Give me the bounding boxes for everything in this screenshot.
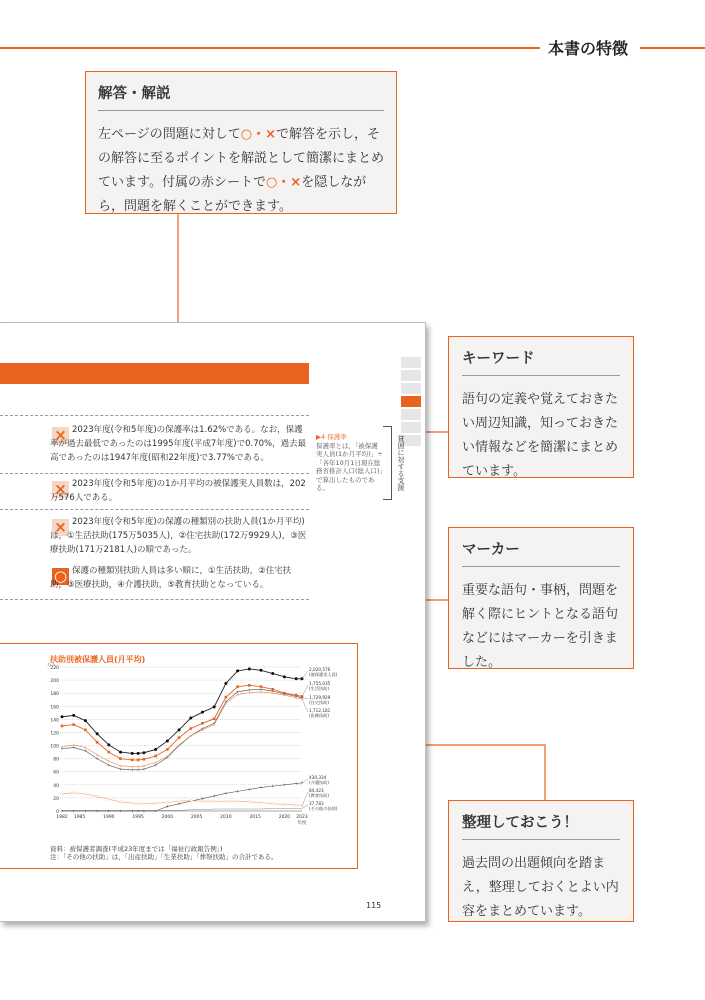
series-end-value: 2,020,576 bbox=[309, 667, 331, 672]
data-point bbox=[248, 788, 250, 790]
data-point bbox=[96, 741, 99, 744]
summary-callout-title: 整理しておこう！ bbox=[462, 811, 620, 840]
data-point bbox=[119, 757, 122, 760]
keyword-note-title: ▶4 保護率 bbox=[316, 433, 347, 441]
series-line bbox=[62, 669, 302, 753]
data-point bbox=[178, 736, 181, 739]
divider bbox=[0, 509, 309, 510]
series-name-label: (被保護実人員) bbox=[309, 672, 338, 677]
data-point bbox=[96, 795, 99, 798]
data-point bbox=[189, 717, 192, 720]
x-tick-label: 1982 bbox=[56, 815, 68, 820]
data-point bbox=[283, 784, 285, 786]
data-point bbox=[143, 758, 146, 761]
book-page bbox=[0, 322, 426, 922]
data-point bbox=[143, 768, 145, 770]
divider bbox=[0, 415, 309, 416]
data-point bbox=[154, 748, 157, 751]
series-end-value: 1,712,181 bbox=[309, 708, 331, 713]
data-point bbox=[119, 768, 121, 770]
answer-item: 2023年度(令和5年度)の1か月平均の被保護実人員数は，202万576人である。 bbox=[50, 479, 306, 503]
data-point bbox=[61, 748, 63, 750]
data-point bbox=[283, 675, 286, 678]
keyword-callout bbox=[448, 336, 634, 478]
end-label-leader bbox=[302, 698, 308, 699]
data-point bbox=[108, 751, 111, 754]
divider bbox=[0, 599, 309, 600]
x-axis-label: 年度 bbox=[297, 821, 307, 826]
data-point bbox=[260, 669, 263, 672]
end-label-leader bbox=[302, 671, 308, 679]
data-point bbox=[131, 752, 134, 755]
series-name-label: (住宅扶助) bbox=[309, 700, 330, 705]
keyword-bracket bbox=[383, 426, 392, 500]
x-tick-label: 2005 bbox=[190, 815, 203, 820]
data-point bbox=[166, 801, 169, 804]
data-point bbox=[260, 685, 263, 688]
chart-plot bbox=[40, 663, 360, 841]
data-point bbox=[301, 804, 304, 807]
data-point bbox=[236, 685, 239, 688]
data-point bbox=[201, 711, 204, 714]
answer-item: 保護の種類別扶助人員は多い順に，①生活扶助，②住宅扶助，③医療扶助，④介護扶助，⑤教育扶助となっている。 bbox=[50, 566, 292, 590]
data-point bbox=[119, 751, 122, 754]
data-point bbox=[61, 715, 64, 718]
side-label: 貧困に対する支援 bbox=[397, 435, 405, 491]
data-point bbox=[224, 800, 227, 803]
cross-mark: × bbox=[52, 519, 69, 536]
data-point bbox=[154, 802, 157, 805]
data-point bbox=[72, 723, 75, 726]
series-end-value: 430,334 bbox=[309, 775, 327, 780]
data-point bbox=[272, 785, 274, 787]
data-point bbox=[236, 669, 239, 672]
y-tick-label: 60 bbox=[53, 770, 59, 776]
data-point bbox=[271, 672, 274, 675]
data-point bbox=[295, 677, 298, 680]
answer-callout-text: 左ページの問題に対して○・×で解答を示し，その解答に至るポイントを解説として簡潔にまとめています。付属の赤シートで○・×を隠しながら，問題を解くことができます。 bbox=[98, 127, 385, 214]
circle-mark: ○ bbox=[53, 567, 68, 585]
series-line bbox=[62, 793, 302, 806]
x-tick-label: 1995 bbox=[132, 815, 144, 820]
data-point bbox=[84, 719, 87, 722]
cross-mark: × bbox=[52, 427, 69, 444]
data-point bbox=[260, 786, 262, 788]
marker-callout bbox=[448, 527, 634, 669]
data-point bbox=[142, 751, 145, 754]
data-point bbox=[236, 790, 238, 792]
data-point bbox=[224, 682, 227, 685]
data-point bbox=[166, 805, 168, 807]
data-point bbox=[189, 727, 192, 730]
x-tick-label: 1990 bbox=[103, 815, 115, 820]
y-tick-label: 40 bbox=[53, 783, 59, 789]
y-tick-label: 180 bbox=[50, 692, 59, 698]
data-point bbox=[178, 800, 181, 803]
y-tick-label: 80 bbox=[53, 757, 59, 763]
series-name-label: (医療扶助) bbox=[309, 713, 330, 718]
data-point bbox=[213, 705, 216, 708]
x-tick-label: 2000 bbox=[161, 815, 174, 820]
chart-title: 扶助別被保護人員(月平均) bbox=[50, 655, 146, 664]
chart-source bbox=[50, 845, 278, 861]
answer-callout bbox=[85, 71, 397, 214]
chart-source-text: 資料：被保護者調査(平成23年度までは「福祉行政報告例」) bbox=[50, 845, 223, 853]
y-tick-label: 20 bbox=[53, 796, 59, 802]
keyword-callout-title: キーワード bbox=[462, 347, 620, 376]
data-point bbox=[73, 746, 75, 748]
data-point bbox=[72, 791, 75, 794]
data-point bbox=[142, 802, 145, 805]
y-tick-label: 140 bbox=[50, 718, 59, 724]
data-point bbox=[119, 800, 122, 803]
data-point bbox=[96, 753, 99, 755]
data-point bbox=[213, 717, 216, 720]
x-tick-label: 2010 bbox=[220, 815, 232, 820]
y-axis-label: 万人 bbox=[47, 663, 56, 668]
data-point bbox=[248, 667, 251, 670]
series-name-label: (生活扶助) bbox=[309, 686, 330, 691]
data-point bbox=[271, 802, 274, 805]
data-point bbox=[260, 688, 262, 690]
page-number: 115 bbox=[366, 901, 382, 910]
data-point bbox=[166, 739, 169, 742]
series-end-value: 1,755,035 bbox=[309, 681, 331, 686]
data-point bbox=[260, 801, 263, 804]
data-point bbox=[248, 684, 251, 687]
series-end-value: 1,729,929 bbox=[309, 695, 331, 700]
marker-callout-text: 重要な語句・事柄，問題を解く際にヒントとなる語句などにはマーカーを引きました。 bbox=[462, 583, 619, 670]
divider bbox=[0, 473, 309, 474]
series-name-label: (介護扶助) bbox=[309, 780, 330, 785]
marker-callout-title: マーカー bbox=[462, 538, 620, 567]
data-point bbox=[301, 782, 303, 784]
data-point bbox=[166, 748, 169, 751]
section-band bbox=[0, 363, 309, 384]
data-point bbox=[131, 769, 133, 771]
series-line bbox=[62, 808, 302, 810]
data-point bbox=[137, 802, 140, 805]
data-point bbox=[72, 743, 75, 745]
y-tick-label: 100 bbox=[50, 744, 59, 750]
data-point bbox=[61, 792, 64, 795]
data-point bbox=[225, 696, 228, 699]
data-point bbox=[137, 752, 140, 755]
data-point bbox=[201, 722, 204, 725]
y-tick-label: 200 bbox=[50, 679, 59, 685]
data-point bbox=[72, 714, 75, 717]
data-point bbox=[84, 729, 87, 732]
end-label-leader bbox=[302, 792, 308, 806]
x-tick-label: 2020 bbox=[278, 815, 291, 820]
data-point bbox=[108, 760, 111, 762]
data-point bbox=[96, 732, 99, 735]
data-point bbox=[248, 800, 251, 803]
data-point bbox=[137, 759, 140, 762]
data-point bbox=[225, 792, 227, 794]
end-label-leader bbox=[302, 685, 308, 696]
data-point bbox=[295, 782, 297, 784]
keyword-note-text: 保護率とは，「被保護実人員(1か月平均)」÷「各年10月1日現在総務省推計人口(総人口)」で算出したものである。 bbox=[316, 441, 383, 492]
series-name-label: (その他の扶助) bbox=[309, 806, 338, 811]
summary-callout bbox=[448, 800, 634, 922]
data-point bbox=[213, 800, 216, 803]
y-tick-label: 120 bbox=[50, 731, 59, 737]
data-point bbox=[107, 743, 110, 746]
summary-callout-text: 過去問の出題傾向を踏まえ，整理しておくとよい内容をまとめています。 bbox=[462, 856, 619, 919]
y-tick-label: 0 bbox=[56, 810, 59, 815]
series-name-label: (教育扶助) bbox=[309, 793, 330, 798]
data-point bbox=[154, 761, 157, 763]
data-point bbox=[131, 759, 134, 762]
series-end-value: 37,783 bbox=[309, 801, 324, 806]
y-tick-label: 160 bbox=[50, 705, 59, 711]
y-tick-label: 220 bbox=[50, 666, 59, 671]
data-point bbox=[236, 800, 239, 803]
series-line bbox=[62, 685, 302, 760]
answer-item: 2023年度(令和5年度)の保護の種類別の扶助人員(1か月平均)は，①生活扶助(175万5035人)，②住宅扶助(172万9929人)，③医療扶助(171万2181人)の順であった。 bbox=[50, 517, 307, 555]
data-point bbox=[260, 690, 263, 692]
keyword-note bbox=[316, 433, 384, 493]
cross-mark: × bbox=[52, 481, 69, 498]
series-end-value: 84,423 bbox=[309, 788, 324, 793]
page-title: 本書の特徴 bbox=[548, 39, 629, 58]
data-point bbox=[84, 792, 87, 795]
x-tick-label: 2023 bbox=[296, 815, 308, 820]
chart-source-note: 注：「その他の扶助」は，「出産扶助」「生業扶助」「葬祭扶助」の合計である。 bbox=[50, 853, 278, 861]
x-tick-label: 1985 bbox=[73, 815, 86, 820]
series-line bbox=[62, 689, 302, 770]
end-label-leader bbox=[302, 779, 308, 783]
answer-callout-title: 解答・解説 bbox=[98, 82, 384, 111]
x-tick-label: 2015 bbox=[249, 815, 261, 820]
keyword-callout-text: 語句の定義や覚えておきたい周辺知識，知っておきたい情報などを簡潔にまとめています。 bbox=[462, 392, 619, 479]
end-label-leader bbox=[302, 699, 308, 712]
data-point bbox=[107, 798, 110, 801]
data-point bbox=[295, 804, 298, 807]
data-point bbox=[201, 800, 204, 803]
answer-item: 2023年度(令和5年度)の保護率は1.62%である。なお，保護率が過去最低であったのは1995年度(平成7年度)で0.70%，過去最高であったのは1947年度(昭和22年度)で3.77%である。 bbox=[50, 425, 307, 463]
data-point bbox=[154, 755, 157, 758]
data-point bbox=[283, 803, 286, 806]
data-point bbox=[178, 728, 181, 731]
data-point bbox=[61, 725, 64, 728]
data-point bbox=[137, 769, 139, 771]
data-point bbox=[248, 689, 250, 691]
data-point bbox=[213, 795, 215, 797]
data-point bbox=[131, 802, 134, 805]
